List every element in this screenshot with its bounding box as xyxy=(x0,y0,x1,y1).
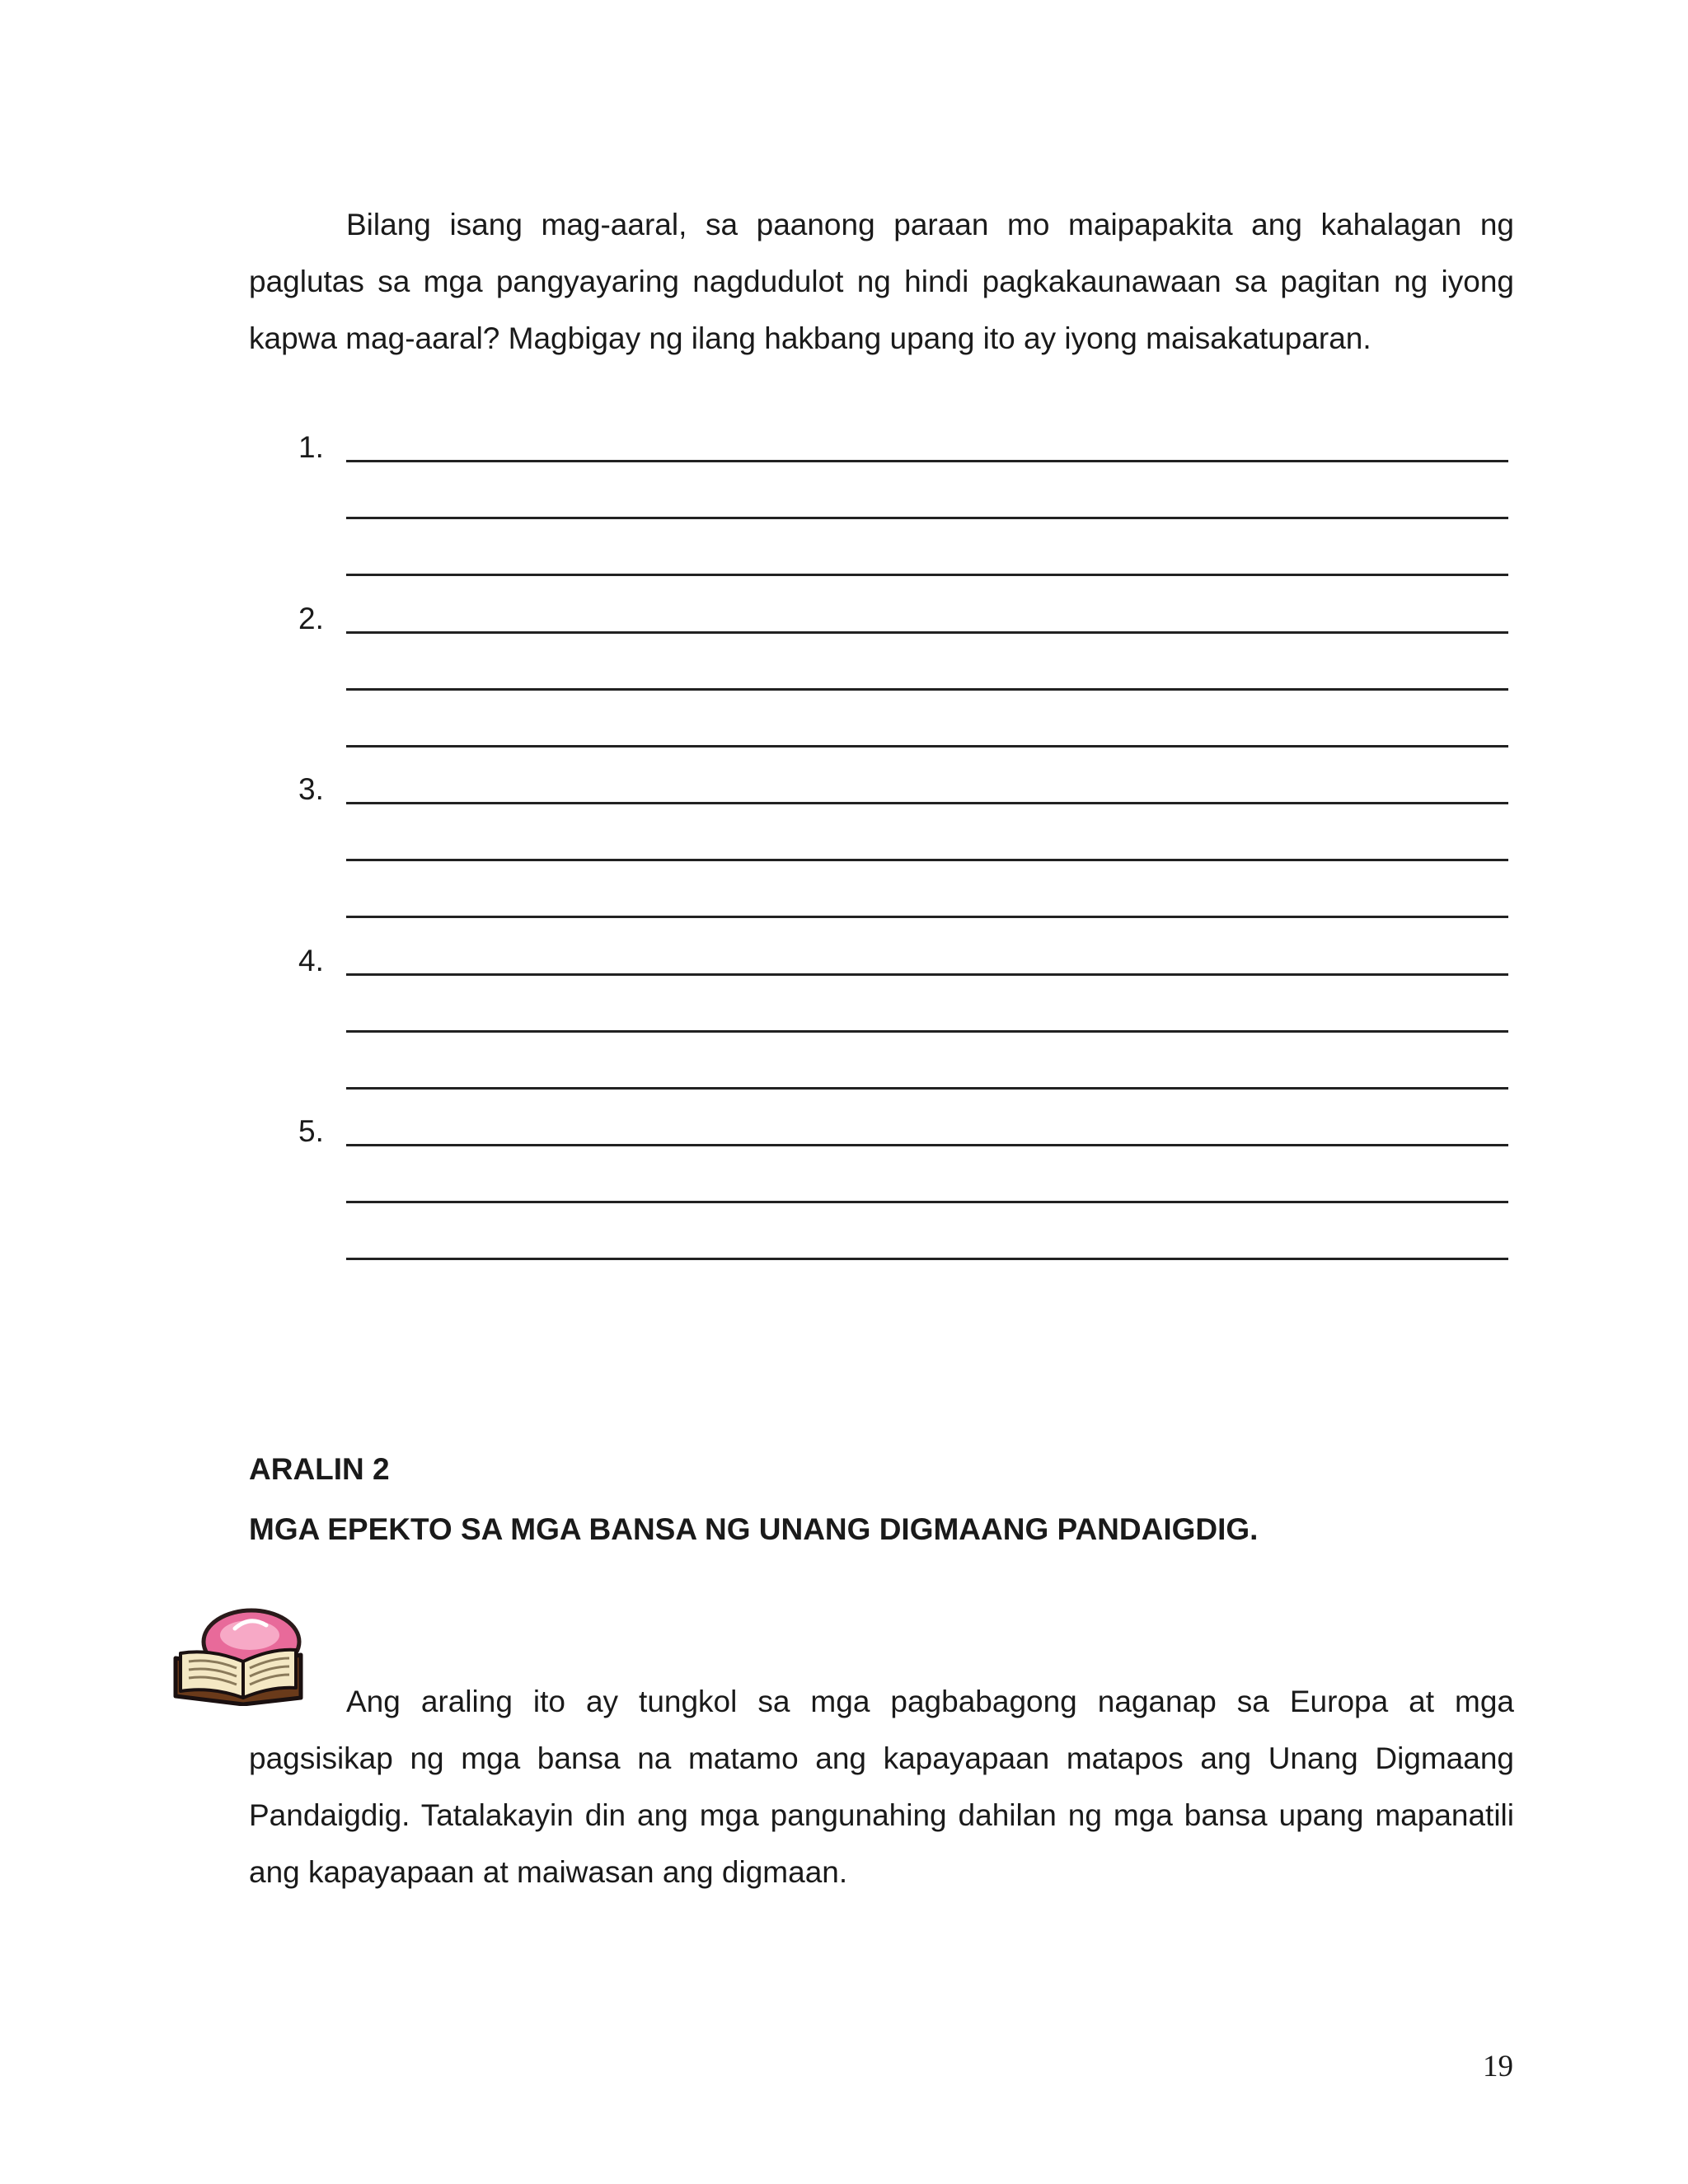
answer-line[interactable] xyxy=(346,574,1508,576)
answer-item-4 xyxy=(249,942,1510,1113)
answer-line[interactable] xyxy=(346,460,1508,462)
answer-line[interactable] xyxy=(346,517,1508,519)
answer-line[interactable] xyxy=(346,973,1508,976)
answer-line[interactable] xyxy=(346,1201,1508,1203)
answer-number: 4. xyxy=(298,943,324,977)
lesson-intro-paragraph: Ang araling ito ay tungkol sa mga pagbabagong naganap sa Europa at mga pagsisikap ng mga bansa na matamo ang kapayapaan matapos ang Unang Digmaang Pandaigdig. Tatalakayin din ang mga pangunahing dahilan ng mga bansa upang mapanatili ang kapayapaan at maiwasan ang digmaan. xyxy=(249,1685,1514,1889)
answer-number: 5. xyxy=(298,1114,324,1148)
lesson-title: MGA EPEKTO SA MGA BANSA NG UNANG DIGMAANG PANDAIGDIG. xyxy=(249,1512,1259,1546)
intro-paragraph: Bilang isang mag-aaral, sa paanong paraan mo maipapakita ang kahalagan ng paglutas sa mga pangyayaring nagdudulot ng hindi pagkakaunawaan sa pagitan ng iyong kapwa mag-aaral? Magbigay ng ilang hakbang upang ito ay iyong maisakatuparan. xyxy=(249,208,1514,355)
answer-line[interactable] xyxy=(346,745,1508,748)
answer-line[interactable] xyxy=(346,1258,1508,1260)
answer-number: 2. xyxy=(298,601,324,635)
answer-line[interactable] xyxy=(346,1144,1508,1146)
answer-line[interactable] xyxy=(346,1030,1508,1033)
answer-item-3 xyxy=(249,771,1510,942)
answer-item-5 xyxy=(249,1113,1510,1284)
lesson-label: ARALIN 2 xyxy=(249,1452,390,1486)
answer-item-1 xyxy=(249,429,1510,600)
answer-number: 3. xyxy=(298,772,324,806)
answer-line[interactable] xyxy=(346,859,1508,861)
answer-item-2 xyxy=(249,600,1510,771)
answer-line[interactable] xyxy=(346,631,1508,634)
answer-line[interactable] xyxy=(346,802,1508,804)
answer-line[interactable] xyxy=(346,688,1508,691)
answer-line[interactable] xyxy=(346,916,1508,918)
page-number: 19 xyxy=(1483,2050,1513,2083)
answer-list xyxy=(249,429,1510,1284)
answer-number: 1. xyxy=(298,430,324,464)
answer-line[interactable] xyxy=(346,1087,1508,1090)
